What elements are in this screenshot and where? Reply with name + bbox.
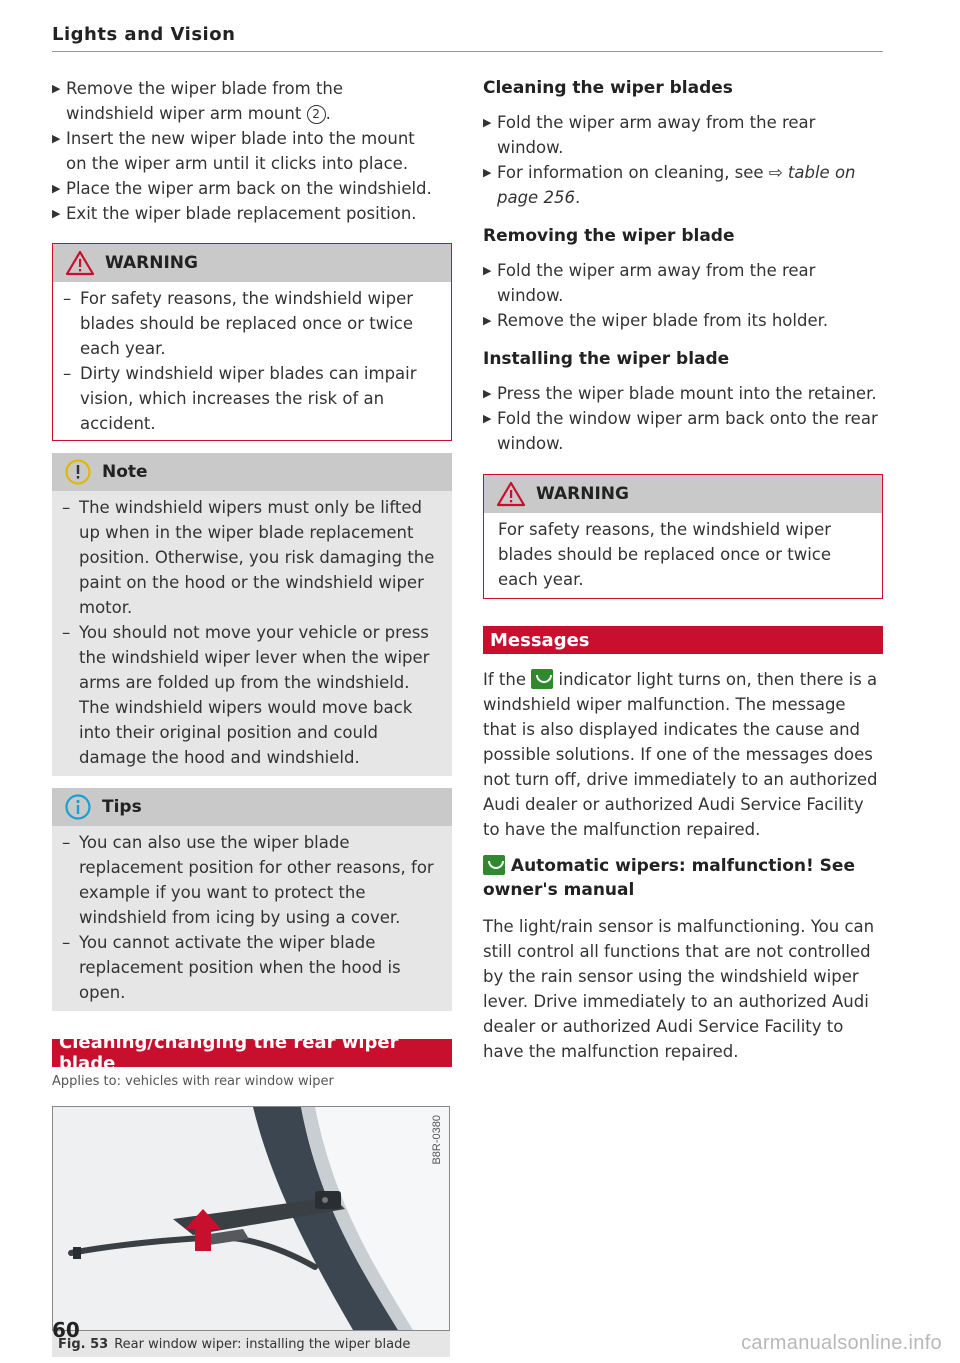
figure-caption-text: Rear window wiper: installing the wiper blade (114, 1336, 411, 1352)
note-label: Note (102, 462, 148, 482)
triangle-bullet-icon: ▶ (483, 314, 492, 327)
tips-item: – You can also use the wiper blade replacement position for other reasons, for example if you want to protect the windshield from icing by using a cover. (62, 833, 434, 927)
callout-number: 2 (307, 105, 326, 124)
tips-header (52, 788, 452, 826)
step-item: ▶ Press the wiper blade mount into the retainer. (483, 381, 883, 406)
cross-reference-arrow: ⇨ (768, 163, 783, 182)
note-item: – The windshield wipers must only be lifted up when in the wiper blade replacement position. Otherwise, you risk damaging the paint on the hood or the windshield wiper motor. (62, 498, 435, 617)
warning-box (52, 243, 452, 441)
step-item: ▶ Fold the wiper arm away from the rear window. (483, 258, 883, 308)
step-item: ▶ Remove the wiper blade from the windshield wiper arm mount 2 . (52, 76, 432, 126)
section-title-messages: Messages (483, 626, 883, 654)
wiper-malfunction-indicator-icon (483, 855, 505, 875)
warning-label: WARNING (536, 484, 629, 504)
heading-cleaning: Cleaning the wiper blades (483, 78, 733, 98)
warning-header (53, 244, 451, 282)
step-item: ▶ Fold the wiper arm away from the rear window. (483, 110, 883, 160)
warning-triangle-icon (65, 250, 95, 276)
note-item: – You should not move your vehicle or press the windshield wiper lever when the wiper arms are folded up from the windshield. The windshield wipers would move back into their original position and could damage the hood and windshield. (62, 623, 430, 767)
figure-rear-wiper (52, 1106, 450, 1331)
step-item: ▶ Fold the window wiper arm back onto the rear window. (483, 406, 883, 456)
wiper-malfunction-indicator-icon (531, 669, 553, 689)
warning-triangle-icon (496, 481, 526, 507)
triangle-bullet-icon: ▶ (483, 166, 492, 179)
message-description: The light/rain sensor is malfunctioning. You can still control all functions that are not controlled by the rain sensor using the windshield wiper lever. Drive immediately to an authorized Audi dealer or authorized Audi Service Facility to have the malfunction repaired. (483, 917, 875, 1061)
warning-item: – For safety reasons, the windshield wiper blades should be replaced once or twice each year. (63, 289, 414, 358)
right-column (483, 76, 883, 1064)
figure-code: B8R-0380 (431, 1115, 443, 1165)
note-header (52, 453, 452, 491)
tips-box (52, 788, 452, 1011)
figure-caption (52, 1331, 450, 1357)
step-item: ▶ Place the wiper arm back on the windshield. (52, 176, 432, 201)
step-item: ▶ Exit the wiper blade replacement position. (52, 201, 432, 226)
running-header: Lights and Vision (52, 24, 236, 45)
step-item: ▶ For information on cleaning, see ⇨ table on page 256. (483, 160, 867, 210)
warning-text: For safety reasons, the windshield wiper blades should be replaced once or twice each year. (498, 520, 832, 589)
messages-intro: If the indicator light turns on, then there is a windshield wiper malfunction. The message that is also displayed indicates the cause and possible solutions. If one of the messages does not turn off, drive immediately to an authorized Audi dealer or authorized Audi Service Facility to have the malfunction repaired. (483, 670, 878, 839)
step-item: ▶ Remove the wiper blade from its holder. (483, 308, 883, 333)
warning-item: – Dirty windshield wiper blades can impair vision, which increases the risk of an accident. (63, 364, 417, 433)
note-box (52, 453, 452, 776)
triangle-bullet-icon: ▶ (52, 132, 61, 145)
triangle-bullet-icon: ▶ (483, 264, 492, 277)
info-icon (64, 793, 92, 821)
warning-header (484, 475, 882, 513)
note-exclamation-icon (64, 458, 92, 486)
triangle-bullet-icon: ▶ (483, 387, 492, 400)
figure-label: Fig. 53 (58, 1336, 109, 1352)
left-column (52, 76, 452, 1357)
triangle-bullet-icon: ▶ (52, 182, 61, 195)
warning-box (483, 474, 883, 599)
step-item: ▶ Insert the new wiper blade into the mount on the wiper arm until it clicks into place. (52, 126, 432, 176)
warning-label: WARNING (105, 253, 198, 273)
heading-installing: Installing the wiper blade (483, 349, 730, 369)
section-title-rear-wiper: Cleaning/changing the rear wiper blade (52, 1039, 452, 1067)
rear-wiper-illustration (53, 1107, 449, 1330)
cross-reference-link[interactable]: table on page 256 (497, 163, 856, 207)
triangle-bullet-icon: ▶ (52, 207, 61, 220)
tips-item: – You cannot activate the wiper blade replacement position when the hood is open. (62, 933, 401, 1002)
triangle-bullet-icon: ▶ (483, 116, 492, 129)
tips-label: Tips (102, 797, 142, 817)
watermark: carmanualsonline.info (741, 1332, 942, 1354)
page-number: 60 (52, 1318, 80, 1342)
message-heading: Automatic wipers: malfunction! See owner's manual (483, 856, 855, 900)
header-rule (52, 51, 883, 52)
applies-to: Applies to: vehicles with rear window wiper (52, 1074, 334, 1089)
triangle-bullet-icon: ▶ (483, 412, 492, 425)
triangle-bullet-icon: ▶ (52, 82, 61, 95)
heading-removing: Removing the wiper blade (483, 226, 735, 246)
